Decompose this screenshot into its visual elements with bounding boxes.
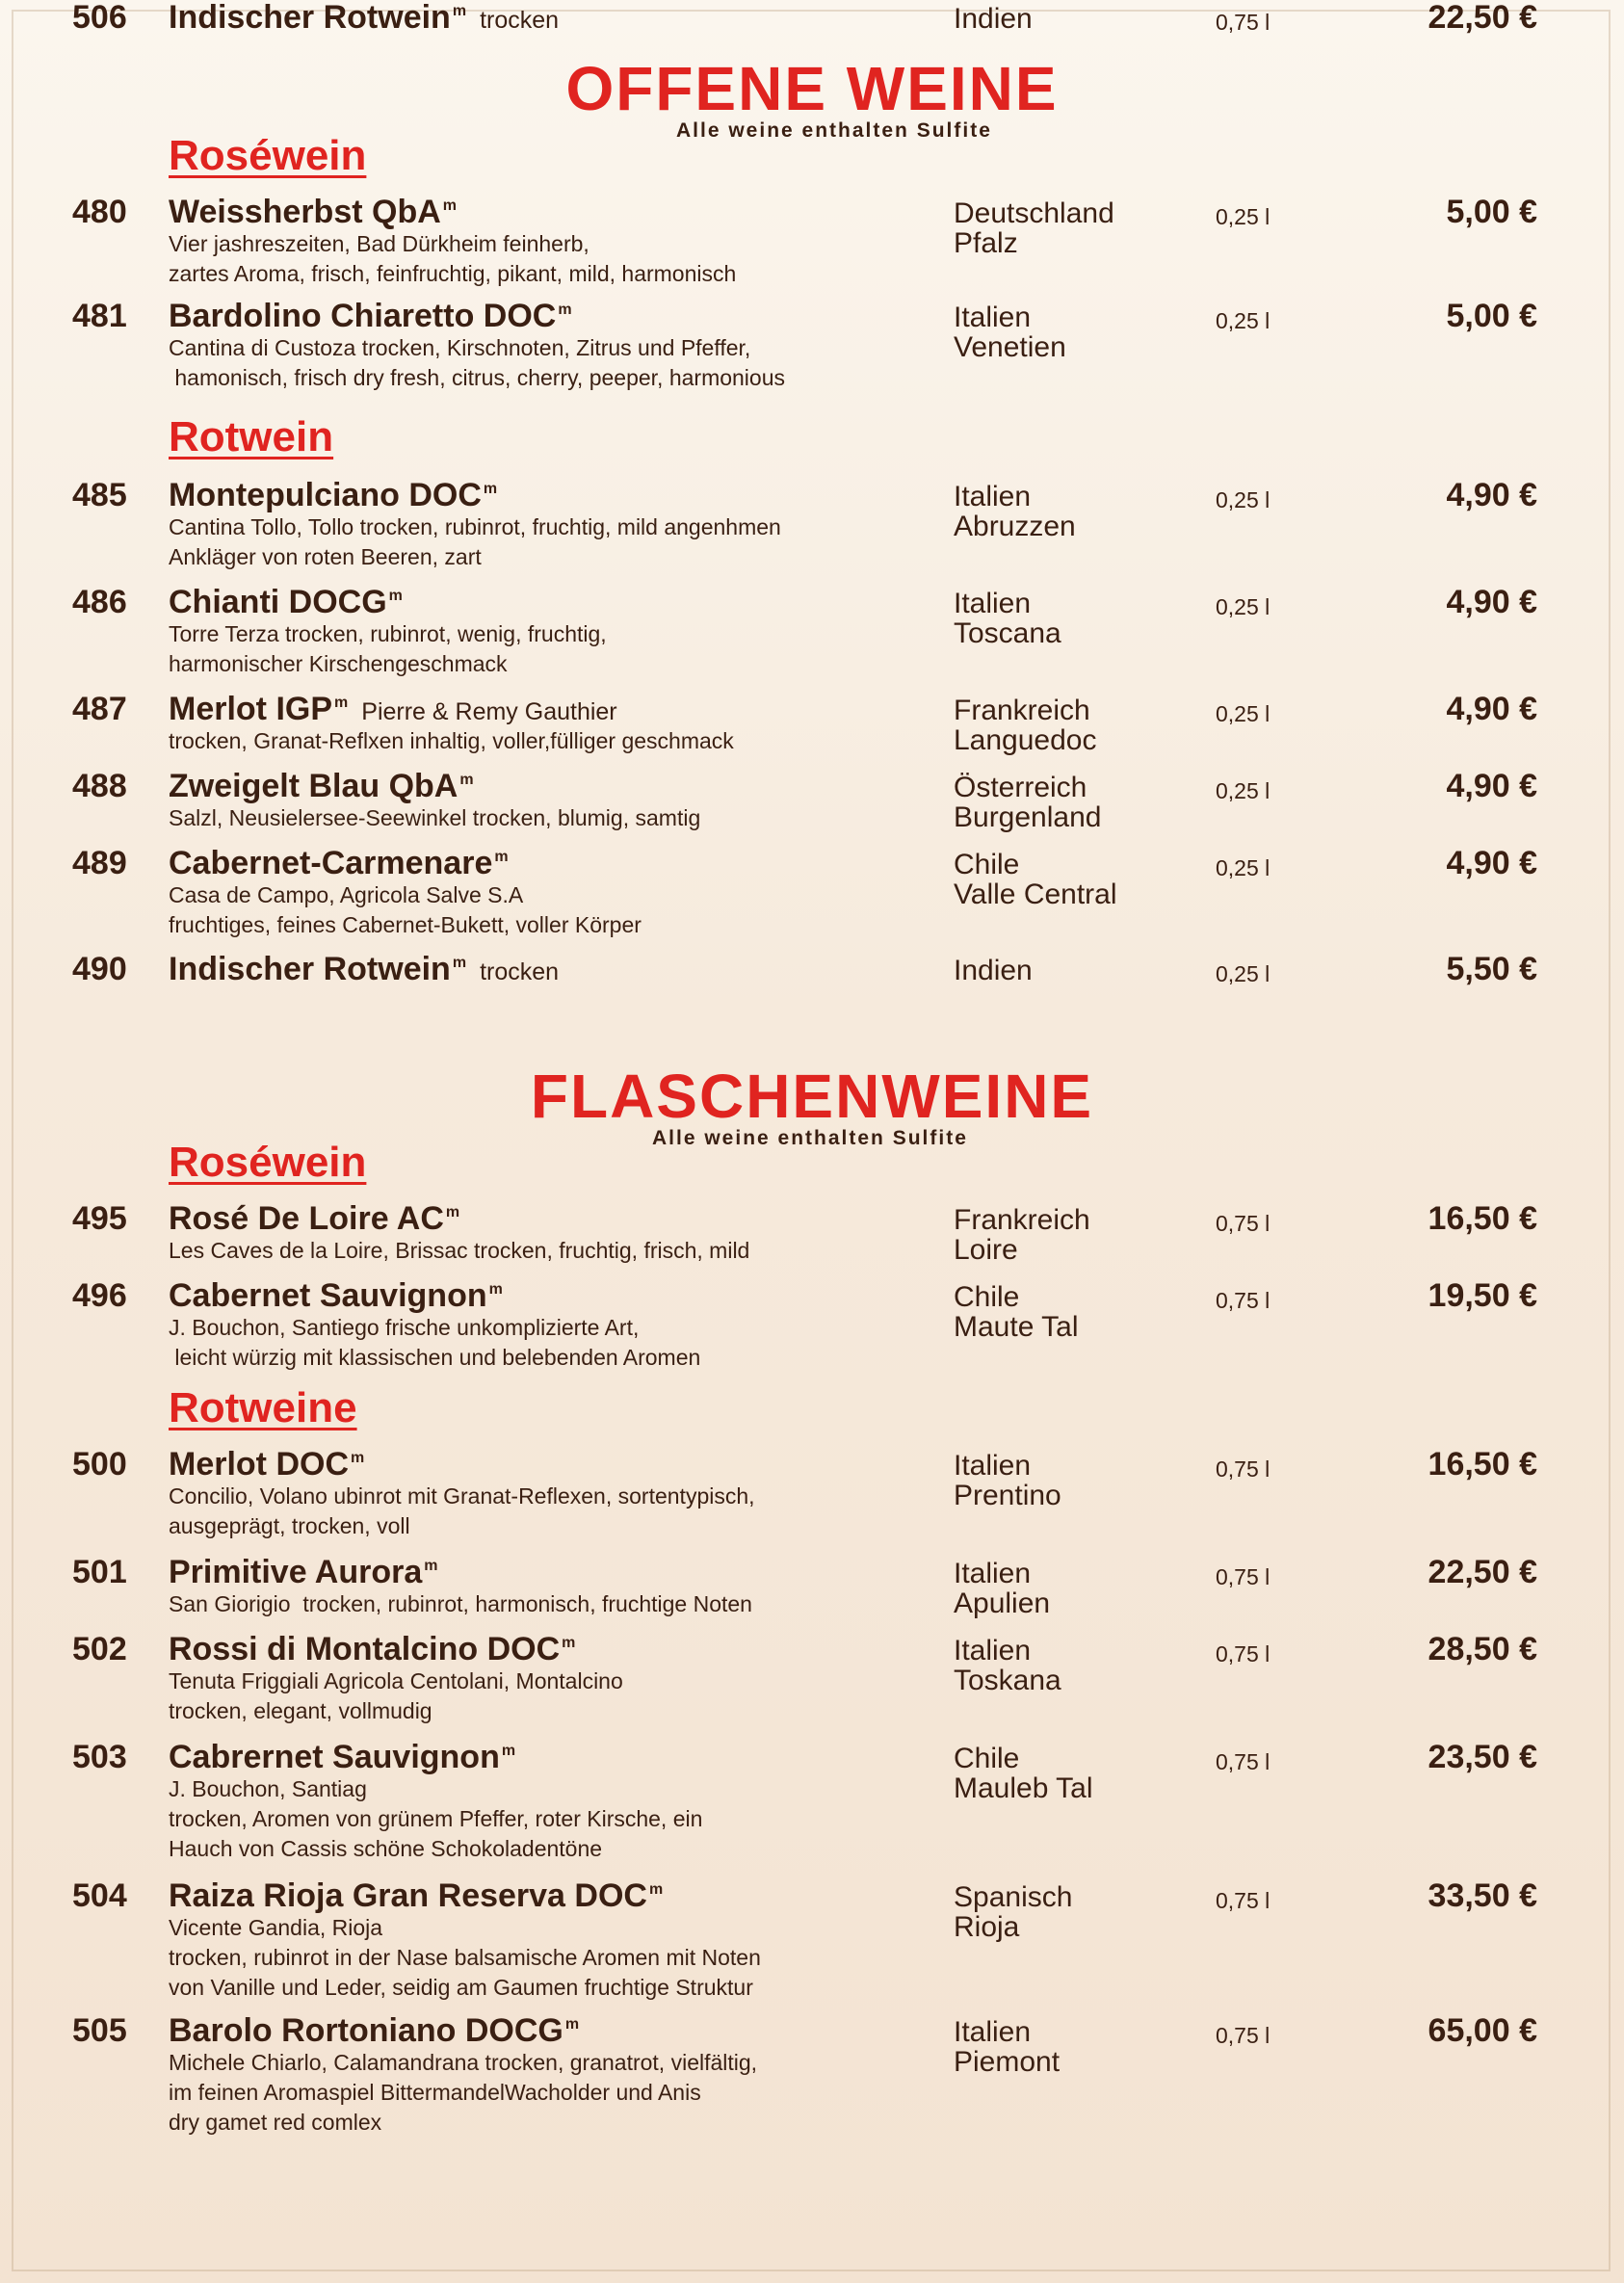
wine-volume: 0,25 l <box>1216 855 1270 880</box>
description-line: Tenuta Friggiali Agricola Centolani, Montalcino <box>169 1668 623 1693</box>
wine-volume: 0,75 l <box>1216 1749 1270 1774</box>
wine-name <box>169 299 572 333</box>
wine-price: 5,50 € <box>1446 951 1537 987</box>
wine-description <box>169 512 781 572</box>
wine-description <box>169 1313 700 1373</box>
origin-country: Italien <box>954 481 1032 512</box>
wine-origin <box>954 4 1033 34</box>
wine-volume: 0,75 l <box>1216 1641 1270 1666</box>
wine-price: 5,00 € <box>1446 194 1537 230</box>
description-line: fruchtiges, feines Cabernet-Bukett, voller Körper <box>169 912 642 937</box>
item-number: 486 <box>72 584 127 620</box>
description-line: Ankläger von roten Beeren, zart <box>169 544 482 569</box>
wine-name-mark: m <box>488 1281 503 1298</box>
wine-name <box>169 1878 663 1913</box>
description-line: J. Bouchon, Santiag <box>169 1776 367 1801</box>
wine-name <box>169 0 559 38</box>
wine-name-mark: m <box>494 849 509 865</box>
origin-region: Mauleb Tal <box>954 1772 1093 1804</box>
description-line: Casa de Campo, Agricola Salve S.A <box>169 882 524 907</box>
wine-description <box>169 726 734 756</box>
wine-name-text: Barolo Rortoniano DOCG <box>169 2012 563 2049</box>
wine-name <box>169 769 474 803</box>
wine-name-text: Merlot DOC <box>169 1446 349 1483</box>
item-number: 489 <box>72 845 127 881</box>
origin-country: Italien <box>954 1558 1032 1589</box>
category-heading-rotwein: Rotwein <box>169 413 334 460</box>
wine-name <box>169 846 509 880</box>
item-number: 502 <box>72 1631 127 1667</box>
description-line: J. Bouchon, Santiego frische unkomplizierte Art, <box>169 1315 640 1340</box>
wine-price: 33,50 € <box>1428 1877 1537 1914</box>
item-number: 495 <box>72 1200 127 1237</box>
item-number: 488 <box>72 768 127 804</box>
description-line: ausgeprägt, trocken, voll <box>169 1513 410 1538</box>
origin-region: Loire <box>954 1234 1018 1266</box>
origin-country: Spanisch <box>954 1881 1073 1913</box>
description-line: zartes Aroma, frisch, feinfruchtig, pikant, mild, harmonisch <box>169 261 737 286</box>
description-line: Concilio, Volano ubinrot mit Granat-Reflexen, sortentypisch, <box>169 1483 755 1509</box>
wine-description <box>169 229 736 289</box>
description-line: trocken, elegant, vollmudig <box>169 1698 432 1723</box>
wine-origin <box>954 773 1101 832</box>
origin-region: Languedoc <box>954 724 1097 756</box>
description-line: Vier jashreszeiten, Bad Dürkheim feinherb, <box>169 231 589 256</box>
description-line: Michele Chiarlo, Calamandrana trocken, granatrot, vielfältig, <box>169 2050 758 2075</box>
description-line: Cantina di Custoza trocken, Kirschnoten, Zitrus und Pfeffer, <box>169 335 751 360</box>
description-line: trocken, Granat-Reflxen inhaltig, voller,fülliger geschmack <box>169 728 734 753</box>
wine-description <box>169 1774 702 1864</box>
origin-country: Italien <box>954 1450 1032 1482</box>
wine-volume: 0,75 l <box>1216 10 1270 35</box>
origin-country: Italien <box>954 302 1032 333</box>
wine-description <box>169 1666 623 1726</box>
item-number: 481 <box>72 298 127 334</box>
wine-name-text: Montepulciano DOC <box>169 477 482 513</box>
description-line: leicht würzig mit klassischen und belebenden Aromen <box>169 1345 701 1370</box>
wine-name-mark: m <box>388 588 403 604</box>
description-line: von Vanille und Leder, seidig am Gaumen fruchtige Struktur <box>169 1975 753 2000</box>
origin-region: Toskana <box>954 1665 1061 1696</box>
item-number: 506 <box>72 0 127 36</box>
wine-name-text: Chianti DOCG <box>169 584 387 620</box>
wine-volume: 0,75 l <box>1216 1888 1270 1913</box>
wine-volume: 0,75 l <box>1216 1288 1270 1313</box>
origin-region: Apulien <box>954 1588 1051 1619</box>
wine-volume: 0,75 l <box>1216 1564 1270 1589</box>
wine-description <box>169 619 607 679</box>
wine-extra-note: trocken <box>480 958 560 985</box>
item-number: 505 <box>72 2012 127 2049</box>
origin-region: Pfalz <box>954 227 1018 259</box>
wine-extra-note: Pierre & Remy Gauthier <box>361 698 617 725</box>
description-line: harmonischer Kirschengeschmack <box>169 651 508 676</box>
wine-name-mark: m <box>424 1558 438 1574</box>
wine-name-text: Merlot IGP <box>169 691 333 727</box>
origin-country: Italien <box>954 588 1032 619</box>
wine-name-text: Rosé De Loire AC <box>169 1200 444 1237</box>
wine-name-text: Rossi di Montalcino DOC <box>169 1631 561 1667</box>
wine-name-mark: m <box>351 1450 365 1466</box>
wine-origin <box>954 589 1061 648</box>
wine-price: 4,90 € <box>1446 691 1537 727</box>
origin-country: Italien <box>954 1635 1032 1666</box>
wine-volume: 0,75 l <box>1216 2023 1270 2048</box>
wine-name <box>169 1201 459 1236</box>
wine-origin <box>954 850 1117 909</box>
wine-name-mark: m <box>452 3 467 19</box>
wine-description <box>169 1589 752 1619</box>
wine-name <box>169 1278 503 1313</box>
wine-origin <box>954 1205 1090 1265</box>
category-heading-rotweine: Rotweine <box>169 1384 357 1431</box>
wine-origin <box>954 302 1066 362</box>
wine-name-mark: m <box>558 302 572 318</box>
description-line: Cantina Tollo, Tollo trocken, rubinrot, fruchtig, mild angenhmen <box>169 514 781 539</box>
item-number: 485 <box>72 477 127 513</box>
wine-name-text: Primitive Aurora <box>169 1554 423 1590</box>
wine-volume: 0,25 l <box>1216 594 1270 619</box>
item-number: 487 <box>72 691 127 727</box>
wine-description <box>169 1482 755 1541</box>
origin-country: Chile <box>954 849 1020 880</box>
description-line: Les Caves de la Loire, Brissac trocken, fruchtig, frisch, mild <box>169 1238 750 1263</box>
wine-price: 4,90 € <box>1446 845 1537 881</box>
origin-region: Burgenland <box>954 801 1102 833</box>
wine-name <box>169 478 497 512</box>
description-line: Salzl, Neusielersee-Seewinkel trocken, blumig, samtig <box>169 805 701 830</box>
item-number: 480 <box>72 194 127 230</box>
wine-name-text: Weissherbst QbA <box>169 194 441 230</box>
wine-name <box>169 1555 438 1589</box>
origin-country: Indien <box>954 955 1033 986</box>
description-line: dry gamet red comlex <box>169 2110 382 2135</box>
wine-name <box>169 1632 575 1666</box>
wine-name-mark: m <box>501 1743 516 1759</box>
wine-volume: 0,25 l <box>1216 961 1270 986</box>
wine-origin <box>954 1636 1061 1695</box>
description-line: Hauch von Cassis schöne Schokoladentöne <box>169 1836 603 1861</box>
description-line: San Giorigio trocken, rubinrot, harmonisch, fruchtige Noten <box>169 1591 752 1616</box>
wine-name-mark: m <box>564 2016 580 2033</box>
wine-volume: 0,25 l <box>1216 701 1270 726</box>
sulfite-note: Alle weine enthalten Sulfite <box>652 1127 968 1149</box>
wine-name <box>169 952 559 989</box>
description-line: trocken, Aromen von grünem Pfeffer, roter Kirsche, ein <box>169 1806 703 1831</box>
wine-name-text: Raiza Rioja Gran Reserva DOC <box>169 1877 647 1914</box>
wine-name <box>169 585 403 619</box>
wine-name-mark: m <box>648 1881 664 1898</box>
wine-origin <box>954 1451 1061 1510</box>
origin-region: Rioja <box>954 1911 1020 1943</box>
wine-description <box>169 803 700 833</box>
origin-country: Frankreich <box>954 695 1090 726</box>
wine-origin <box>954 1282 1079 1342</box>
wine-volume: 0,25 l <box>1216 778 1270 803</box>
wine-name-text: Indischer Rotwein <box>169 951 451 987</box>
wine-extra-note: trocken <box>480 7 560 34</box>
wine-price: 4,90 € <box>1446 768 1537 804</box>
item-number: 504 <box>72 1877 127 1914</box>
section-title-offene-weine: OFFENE WEINE <box>565 54 1059 123</box>
section-title-flaschenweine: FLASCHENWEINE <box>530 1062 1094 1131</box>
origin-country: Deutschland <box>954 197 1114 229</box>
origin-country: Österreich <box>954 772 1087 803</box>
wine-name-text: Cabrernet Sauvignon <box>169 1739 500 1775</box>
category-heading-rosewein: Roséwein <box>169 132 367 179</box>
origin-region: Maute Tal <box>954 1311 1079 1343</box>
wine-description <box>169 1913 761 2003</box>
wine-origin <box>954 2017 1060 2077</box>
origin-region: Piemont <box>954 2046 1061 2078</box>
wine-price: 16,50 € <box>1428 1446 1537 1483</box>
wine-name <box>169 692 617 729</box>
wine-description <box>169 2048 757 2138</box>
wine-name <box>169 2013 579 2048</box>
wine-volume: 0,25 l <box>1216 204 1270 229</box>
item-number: 501 <box>72 1554 127 1590</box>
wine-name <box>169 1447 364 1482</box>
wine-name <box>169 195 457 229</box>
wine-origin <box>954 1744 1093 1803</box>
wine-price: 16,50 € <box>1428 1200 1537 1237</box>
origin-country: Frankreich <box>954 1204 1090 1236</box>
wine-name-text: Bardolino Chiaretto DOC <box>169 298 557 334</box>
origin-region: Venetien <box>954 331 1066 363</box>
wine-price: 19,50 € <box>1428 1277 1537 1314</box>
wine-price: 4,90 € <box>1446 584 1537 620</box>
wine-origin <box>954 1882 1072 1942</box>
wine-name-mark: m <box>452 955 467 971</box>
wine-description <box>169 1236 749 1266</box>
wine-price: 23,50 € <box>1428 1739 1537 1775</box>
origin-country: Chile <box>954 1281 1020 1313</box>
sulfite-note: Alle weine enthalten Sulfite <box>676 119 992 142</box>
item-number: 496 <box>72 1277 127 1314</box>
origin-region: Abruzzen <box>954 511 1076 542</box>
wine-price: 4,90 € <box>1446 477 1537 513</box>
description-line: Vicente Gandia, Rioja <box>169 1915 383 1940</box>
item-number: 503 <box>72 1739 127 1775</box>
wine-origin <box>954 956 1033 985</box>
origin-country: Indien <box>954 3 1033 35</box>
wine-price: 5,00 € <box>1446 298 1537 334</box>
origin-region: Toscana <box>954 617 1061 649</box>
wine-name <box>169 1740 515 1774</box>
wine-origin <box>954 695 1096 755</box>
wine-volume: 0,75 l <box>1216 1211 1270 1236</box>
wine-price: 22,50 € <box>1428 0 1537 36</box>
wine-name-mark: m <box>445 1204 460 1220</box>
wine-name-text: Indischer Rotwein <box>169 0 451 36</box>
origin-region: Valle Central <box>954 879 1117 910</box>
wine-origin <box>954 198 1114 258</box>
description-line: trocken, rubinrot in der Nase balsamische Aromen mit Noten <box>169 1945 761 1970</box>
wine-name-mark: m <box>334 695 349 711</box>
wine-volume: 0,25 l <box>1216 487 1270 512</box>
description-line: hamonisch, frisch dry fresh, citrus, cherry, peeper, harmonious <box>169 365 786 390</box>
wine-name-text: Zweigelt Blau QbA <box>169 768 458 804</box>
wine-description <box>169 333 785 393</box>
wine-name-mark: m <box>562 1635 576 1651</box>
description-line: im feinen Aromaspiel BittermandelWacholder und Anis <box>169 2080 701 2105</box>
wine-origin <box>954 482 1076 541</box>
wine-name-text: Cabernet-Carmenare <box>169 845 493 881</box>
description-line: Torre Terza trocken, rubinrot, wenig, fruchtig, <box>169 621 607 646</box>
wine-name-mark: m <box>442 197 458 214</box>
item-number: 490 <box>72 951 127 987</box>
wine-volume: 0,25 l <box>1216 308 1270 333</box>
origin-country: Italien <box>954 2016 1032 2048</box>
wine-name-mark: m <box>483 481 498 497</box>
wine-volume: 0,75 l <box>1216 1456 1270 1482</box>
wine-name-text: Cabernet Sauvignon <box>169 1277 487 1314</box>
origin-region: Prentino <box>954 1480 1061 1511</box>
wine-origin <box>954 1559 1050 1618</box>
wine-price: 22,50 € <box>1428 1554 1537 1590</box>
origin-country: Chile <box>954 1743 1020 1774</box>
item-number: 500 <box>72 1446 127 1483</box>
wine-name-mark: m <box>459 772 474 788</box>
category-heading-rosewein: Roséwein <box>169 1139 367 1186</box>
wine-price: 65,00 € <box>1428 2012 1537 2049</box>
wine-price: 28,50 € <box>1428 1631 1537 1667</box>
wine-description <box>169 880 642 940</box>
